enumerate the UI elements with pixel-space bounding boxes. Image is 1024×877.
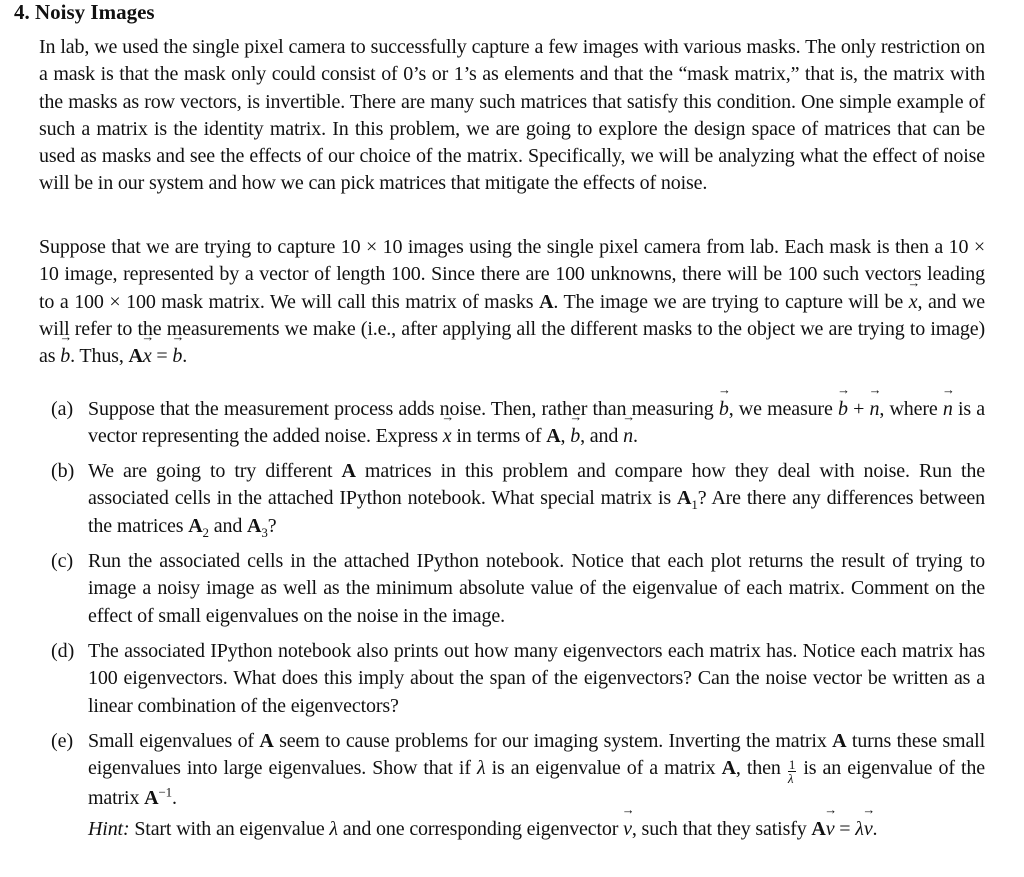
superscript: −1: [158, 784, 173, 800]
text-run: seem to cause problems for our imaging system. Inverting the matrix: [273, 730, 833, 752]
matrix-symbol: A: [188, 514, 203, 537]
question-part-b: [51, 458, 985, 540]
vector-symbol: → x: [909, 289, 918, 316]
matrix-symbol: A: [144, 787, 159, 810]
section-title: Noisy Images: [35, 0, 155, 24]
text-run: , and: [580, 425, 624, 448]
equals-sign: =: [151, 345, 173, 368]
text-run: matrices in this problem and compare how they deal with noise. Run the associated cells in the attached IPython notebook. What special matrix is: [88, 460, 985, 510]
text-run: .: [172, 787, 177, 810]
equals-sign: =: [834, 817, 856, 840]
vector-symbol: → b: [172, 343, 182, 370]
lambda-symbol: λ: [476, 757, 486, 780]
text-run: , and we will refer to the measurements we make (i.e., after applying all the different masks to the object we are trying to image) as: [39, 290, 986, 368]
matrix-symbol: A: [677, 487, 692, 510]
vector-symbol: → n: [869, 396, 879, 423]
intro-paragraph-2: [39, 234, 985, 370]
vector-symbol: → x: [443, 423, 452, 450]
matrix-symbol: A: [811, 817, 826, 840]
matrix-symbol: A: [546, 425, 561, 448]
matrix-symbol: A: [832, 730, 847, 752]
vector-symbol: → b: [719, 396, 729, 423]
matrix-symbol: A: [721, 757, 736, 780]
matrix-symbol: A: [259, 730, 274, 752]
part-label: (b): [51, 460, 75, 482]
part-label: (d): [51, 640, 75, 662]
part-text: [88, 728, 985, 813]
matrix-symbol: A: [128, 345, 143, 368]
text-run: Suppose that we are trying to capture 10 × 10 images using the single pixel camera from lab. Each mask is then a 10 × 10 image, represented by a vector of length 100. Since there are 100 unknowns, there will be 100 such vectors leading to a 100 × 100 mask matrix. We will call this matrix of masks: [39, 236, 985, 313]
intro-paragraph-1: In lab, we used the single pixel camera to successfully capture a few images with various masks. The only restriction on a mask is that the mask only could consist of 0’s or 1’s as elements and that the “mask matrix,” that is, the matrix with the masks as row vectors, is invertible. There are many such matrices that satisfy this condition. One simple example of such a matrix is the identity matrix. In this problem, we are going to explore the design space of matrices that can be used as masks and see the effects of our choice of the matrix. Specifically, we will be analyzing what the effect of noise will be in our system and how we can pick matrices that mitigate the effects of noise.: [39, 36, 985, 195]
text-run: . The image we are trying to capture will be: [553, 290, 909, 313]
text-run: Small eigenvalues of: [88, 730, 260, 752]
part-text: Run the associated cells in the attached IPython notebook. Notice that each plot returns the result of trying to image a noisy image as well as the minimum absolute value of the eigenvalue of each matrix. Comment on the effect of small eigenvalues on the noise in the image.: [88, 550, 985, 627]
question-part-e: [51, 728, 985, 843]
text-run: , then: [735, 757, 787, 780]
text-run: , where: [879, 398, 943, 420]
question-part-c: [51, 548, 985, 630]
vector-symbol: → b: [838, 396, 848, 423]
part-text: [88, 458, 985, 540]
text-run: Suppose that the measurement process adds noise. Then, rather than measuring: [88, 398, 719, 420]
text-run: turns these small eigenvalues into large eigenvalues. Show that if: [88, 730, 985, 780]
text-run: Start with an eigenvalue: [129, 817, 330, 840]
text-run: and: [208, 514, 248, 537]
text-run: is an eigenvalue of a matrix: [485, 757, 722, 780]
matrix-symbol: A: [539, 290, 554, 313]
text-run: .: [872, 817, 878, 840]
part-label: (e): [51, 730, 74, 752]
lambda-symbol: λ: [329, 817, 338, 840]
hint-label: Hint:: [88, 817, 130, 840]
vector-symbol: → n: [943, 396, 953, 423]
text-run: is a vector representing the added noise. Express: [88, 398, 985, 448]
vector-symbol: → n: [623, 423, 633, 450]
vector-symbol: → v: [826, 816, 835, 843]
part-text: The associated IPython notebook also prints out how many eigenvectors each matrix has. Notice each matrix has 100 eigenvectors. What does this imply about the span of the eigenvectors? Can the noise vector be written as a linear combination of the eigenvectors?: [88, 640, 985, 717]
part-text: [88, 396, 985, 451]
subscript: 1: [691, 497, 698, 513]
text-run: ? Are there any differences between the matrices: [88, 487, 985, 537]
matrix-symbol: A: [247, 514, 262, 537]
vector-symbol: → v: [623, 816, 632, 843]
text-run: . Thus,: [70, 345, 129, 368]
subscript: 2: [202, 524, 209, 540]
text-run: in terms of: [451, 425, 547, 448]
text-run: ?: [267, 514, 277, 537]
question-part-a: [51, 396, 985, 451]
subscript: 3: [261, 524, 268, 540]
question-part-d: [51, 638, 985, 720]
vector-symbol: → x: [143, 343, 152, 370]
text-run: .: [632, 425, 638, 448]
vector-symbol: → b: [570, 423, 580, 450]
text-run: is an eigenvalue of the matrix: [88, 757, 985, 810]
hint-text: [88, 816, 985, 843]
vector-symbol: → v: [864, 816, 873, 843]
text-run: ,: [560, 425, 571, 448]
text-run: and one corresponding eigenvector: [337, 817, 624, 840]
text-run: , we measure: [728, 398, 838, 420]
matrix-symbol: A: [341, 460, 356, 482]
fraction-numerator: 1: [788, 757, 796, 773]
plus-sign: +: [847, 398, 870, 420]
section-heading: [14, 0, 155, 24]
part-label: (a): [51, 398, 74, 420]
part-label: (c): [51, 550, 74, 572]
vector-symbol: → b: [60, 343, 70, 370]
fraction-denominator: λ: [787, 771, 794, 787]
text-run: We are going to try different: [88, 460, 342, 482]
section-number: 4.: [14, 0, 30, 24]
fraction: [788, 758, 796, 785]
text-run: .: [182, 345, 188, 368]
lambda-symbol: λ: [855, 817, 864, 840]
text-run: , such that they satisfy: [631, 817, 812, 840]
